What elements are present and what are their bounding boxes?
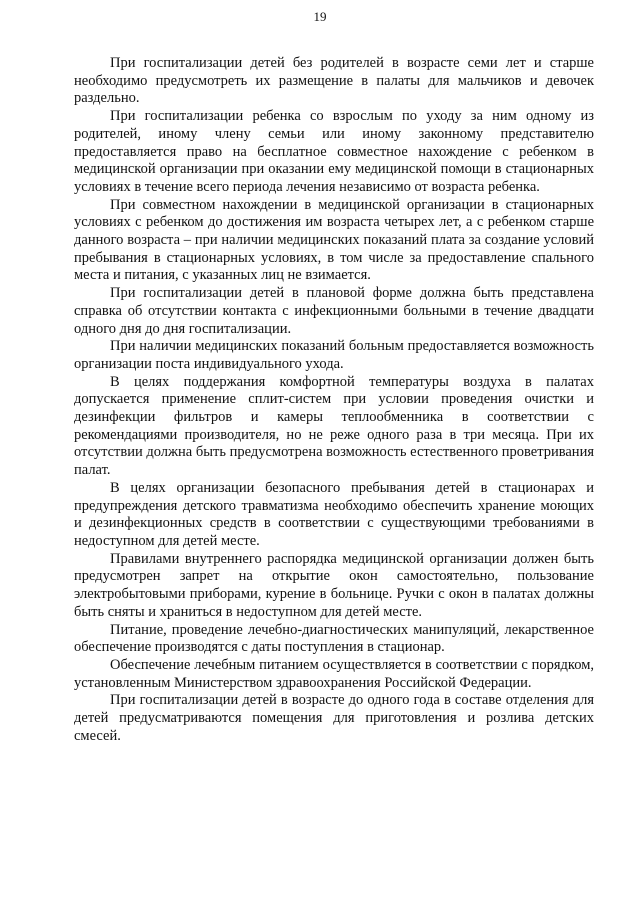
paragraph-individual-care-post: При наличии медицинских показаний больным предоставляется возможность организации поста индивидуального ухода. bbox=[74, 338, 594, 372]
paragraph-injury-prevention: В целях организации безопасного пребывания детей в стационарах и предупреждения детского травматизма необходимо обеспечить хранение моющих и дезинфекционных средств в соответствии с существующими требованиями в недоступном для детей месте. bbox=[74, 479, 594, 549]
paragraph-nutrition-and-medication: Питание, проведение лечебно-диагностических манипуляций, лекарственное обеспечение производятся с даты поступления в стационар. bbox=[74, 621, 594, 656]
paragraph-split-systems: В целях поддержания комфортной температуры воздуха в палатах допускается применение сплит-систем при условии проведения очистки и дезинфекции фильтров и камеры теплообменника в соответствии с рекомендациями производителя, но не реже одного раза в три месяца. При их отсутствии должна быть предусмотрена возможность естественного проветривания палат. bbox=[74, 373, 594, 479]
paragraph-joint-stay-free-of-charge: При совместном нахождении в медицинской организации в стационарных условиях с ребенком до достижения им возраста четырех лет, а с ребенком старше данного возраста – при наличии медицинских показаний плата за создание условий пребывания в стационарных условиях, в том числе за предоставление спального места и питания, с указанных лиц не взимается. bbox=[74, 196, 594, 284]
paragraph-therapeutic-nutrition: Обеспечение лечебным питанием осуществляется в соответствии с порядком, установленным Министерством здравоохранения Российской Федерации. bbox=[74, 656, 594, 691]
paragraph-no-contact-certificate: При госпитализации детей в плановой форме должна быть представлена справка об отсутствии контакта с инфекционными больными в течение двадцати одного дня до дня госпитализации. bbox=[74, 285, 594, 337]
page-number: 19 bbox=[313, 9, 327, 24]
paragraph-hospitalization-without-parents: При госпитализации детей без родителей в возрасте семи лет и старше необходимо предусмотреть их размещение в палаты для мальчиков и девочек раздельно. bbox=[74, 55, 594, 107]
document-body bbox=[74, 55, 594, 745]
paragraph-internal-rules: Правилами внутреннего распорядка медицинской организации должен быть предусмотрен запрет на открытие окон самостоятельно, пользование электробытовыми приборами, курение в больнице. Ручки с окон в палатах должны быть сняты и храниться в недоступном для детей месте. bbox=[74, 550, 594, 620]
paragraph-parent-joint-stay-right: При госпитализации ребенка со взрослым по уходу за ним одному из родителей, иному члену семьи или иному законному представителю предоставляется право на бесплатное совместное нахождение с ребенком в медицинской организации при оказании ему медицинской помощи в стационарных условиях в течение всего периода лечения независимо от возраста ребенка. bbox=[74, 108, 594, 195]
paragraph-infant-formula-rooms: При госпитализации детей в возрасте до одного года в составе отделения для детей предусматриваются помещения для приготовления и розлива детских смесей. bbox=[74, 692, 594, 744]
